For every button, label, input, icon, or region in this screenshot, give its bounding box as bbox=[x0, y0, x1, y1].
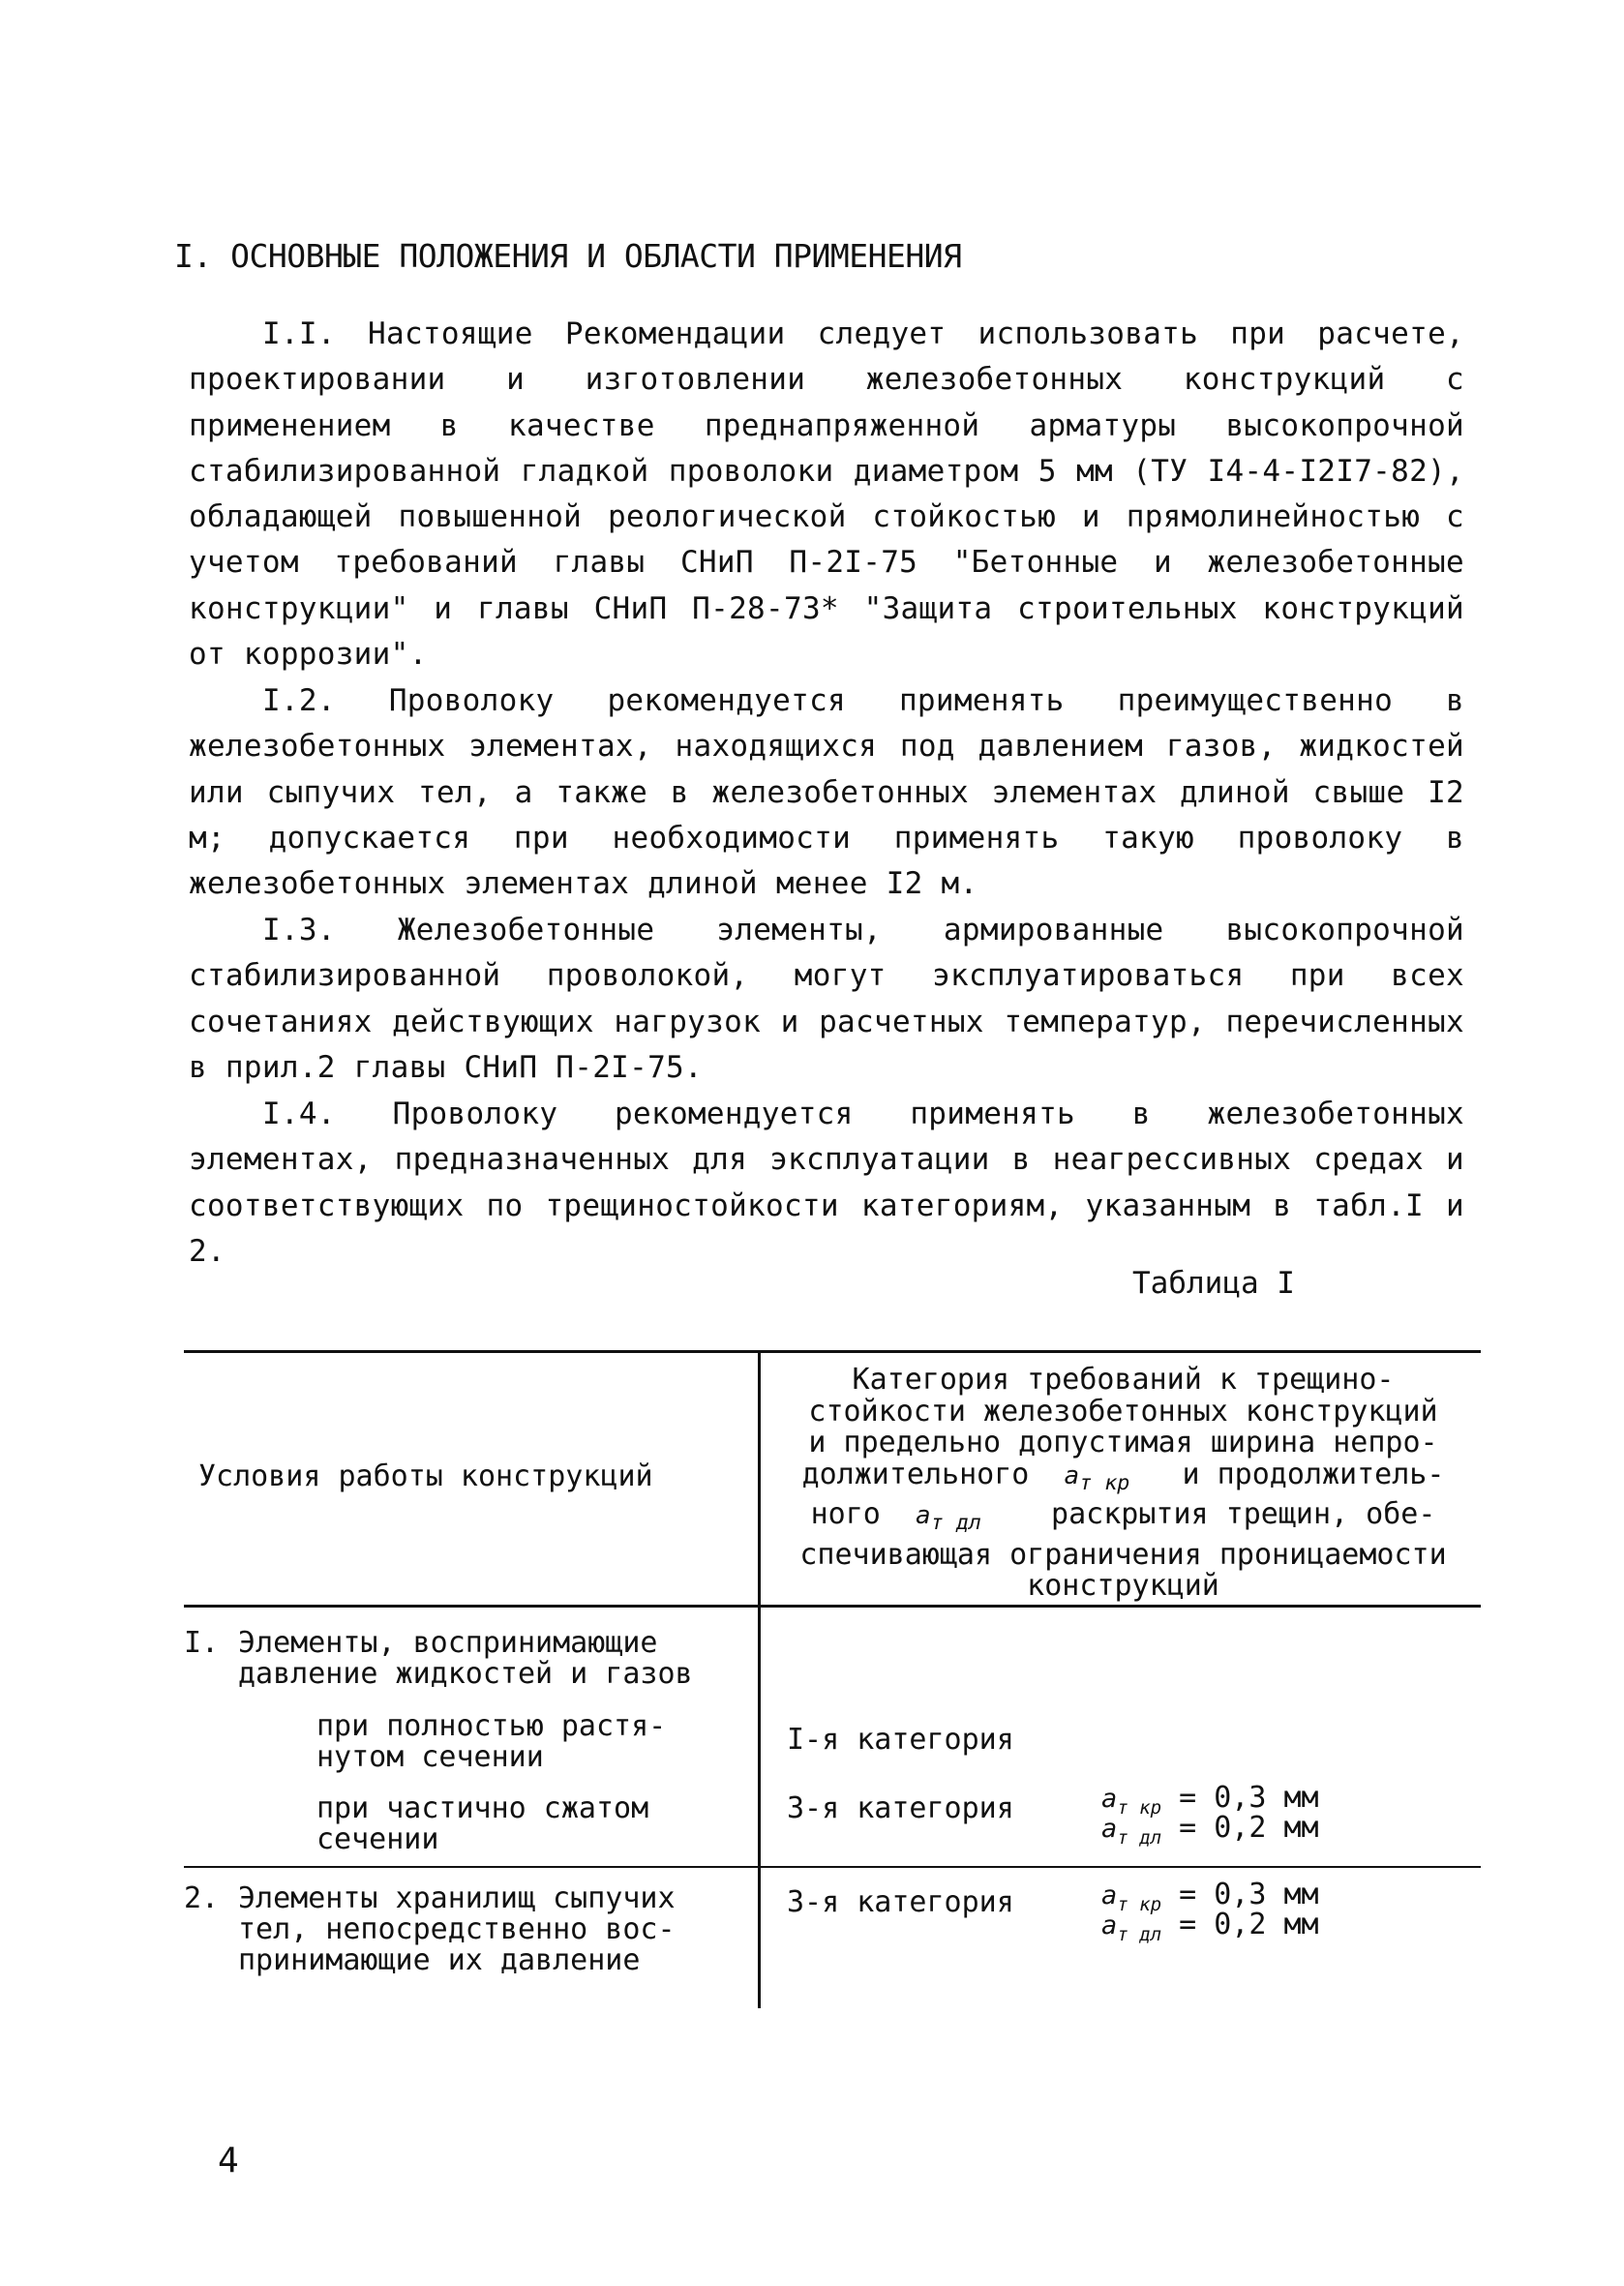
row2-category: 3-я категория bbox=[787, 1885, 1014, 1919]
row2-title-line: принимающие их давление bbox=[238, 1943, 641, 1977]
paragraph-1-3: I.3. Железобетонные элементы, армированные высокопрочной стабилизированной проволокой, могут эксплуатироваться при всех сочетаниях действующих нагрузок и расчетных температур, перечисленных в прил.2 главы СНиП П-2I-75. bbox=[189, 913, 1464, 1085]
row1-title: I. Элементы, воспринимающие давление жидкостей и газов bbox=[184, 1626, 693, 1691]
header-right-line: стойкости железобетонных конструкций bbox=[808, 1394, 1438, 1429]
header-right-line: должительного $a_{т кр}$ и продолжитель- bbox=[801, 1457, 1445, 1495]
table-row-rule bbox=[184, 1866, 1481, 1868]
row1-formula-a-dl: $a_{т дл} = 0,2$ мм bbox=[1101, 1811, 1319, 1849]
row2-title-line: тел, непосредственно вос- bbox=[238, 1912, 676, 1946]
a-cr-symbol: $a_{т кр}$ bbox=[1064, 1460, 1130, 1495]
row2-formula-a-dl: $a_{т дл} = 0,2$ мм bbox=[1101, 1908, 1319, 1945]
page-number: 4 bbox=[218, 2141, 239, 2181]
header-right-line: спечивающая ограничения проницаемости bbox=[799, 1537, 1447, 1572]
table-column-divider bbox=[758, 1350, 761, 2008]
header-right-line: ного $a_{т дл}$ раскрытия трещин, обе- bbox=[810, 1497, 1436, 1536]
header-right-line: конструкций bbox=[1027, 1569, 1219, 1604]
row2-formula-a-cr: $a_{т кр} = 0,3$ мм bbox=[1101, 1878, 1319, 1915]
row1-sub2: при частично сжатом сечении bbox=[316, 1791, 649, 1856]
paragraph-1-4: I.4. Проволоку рекомендуется применять в железобетонных элементах, предназначенных для эксплуатации в неагрессивных средах и соответствующих по трещиностойкости категориям, указанным в табл.I и 2. bbox=[189, 1097, 1464, 1269]
header-right bbox=[767, 1365, 1479, 1603]
row2-number: 2. bbox=[184, 1881, 220, 1915]
row1-number: I. bbox=[184, 1626, 220, 1660]
section-heading: I. ОСНОВНЫЕ ПОЛОЖЕНИЯ И ОБЛАСТИ ПРИМЕНЕНИЯ bbox=[174, 237, 962, 275]
row1-sub1: при полностью растя- нутом сечении bbox=[316, 1709, 667, 1774]
a-dl-symbol: $a_{т дл}$ bbox=[915, 1501, 981, 1536]
paragraph-1-1: I.I. Настоящие Рекомендации следует использовать при расчете, проектировании и изготовлении железобетонных конструкций с применением в качестве преднапряженной арматуры высокопрочной стабилизированной гладкой проволоки диаметром 5 мм (ТУ I4-4-I2I7-82), обладающей повышенной реологической стойкостью и прямолинейностью с учетом требований главы СНиП П-2I-75 "Бетонные и железобетонные конструкции" и главы СНиП П-28-73* "Защита строительных конструкций от коррозии". bbox=[189, 316, 1464, 673]
table-top-rule bbox=[184, 1350, 1481, 1353]
row1-formula-a-cr: $a_{т кр} = 0,3$ мм bbox=[1101, 1781, 1319, 1819]
table-caption: Таблица I bbox=[1132, 1266, 1295, 1301]
row1-sub1-category: I-я категория bbox=[787, 1723, 1014, 1757]
row2-title-line: Элементы хранилищ сыпучих bbox=[238, 1881, 676, 1915]
table-header-rule bbox=[184, 1605, 1481, 1608]
row2-title bbox=[184, 1883, 676, 1976]
header-left: Условия работы конструкций bbox=[198, 1459, 653, 1493]
row1-sub2-category: 3-я категория bbox=[787, 1791, 1014, 1825]
header-right-line: Категория требований к трещино- bbox=[852, 1363, 1395, 1397]
header-right-line: и предельно допустимая ширина непро- bbox=[808, 1426, 1438, 1459]
paragraph-1-2: I.2. Проволоку рекомендуется применять преимущественно в железобетонных элементах, находящихся под давлением газов, жидкостей или сыпучих тел, а также в железобетонных элементах длиной свыше I2 м; допускается при необходимости применять такую проволоку в железобетонных элементах длиной менее I2 м. bbox=[189, 683, 1464, 902]
